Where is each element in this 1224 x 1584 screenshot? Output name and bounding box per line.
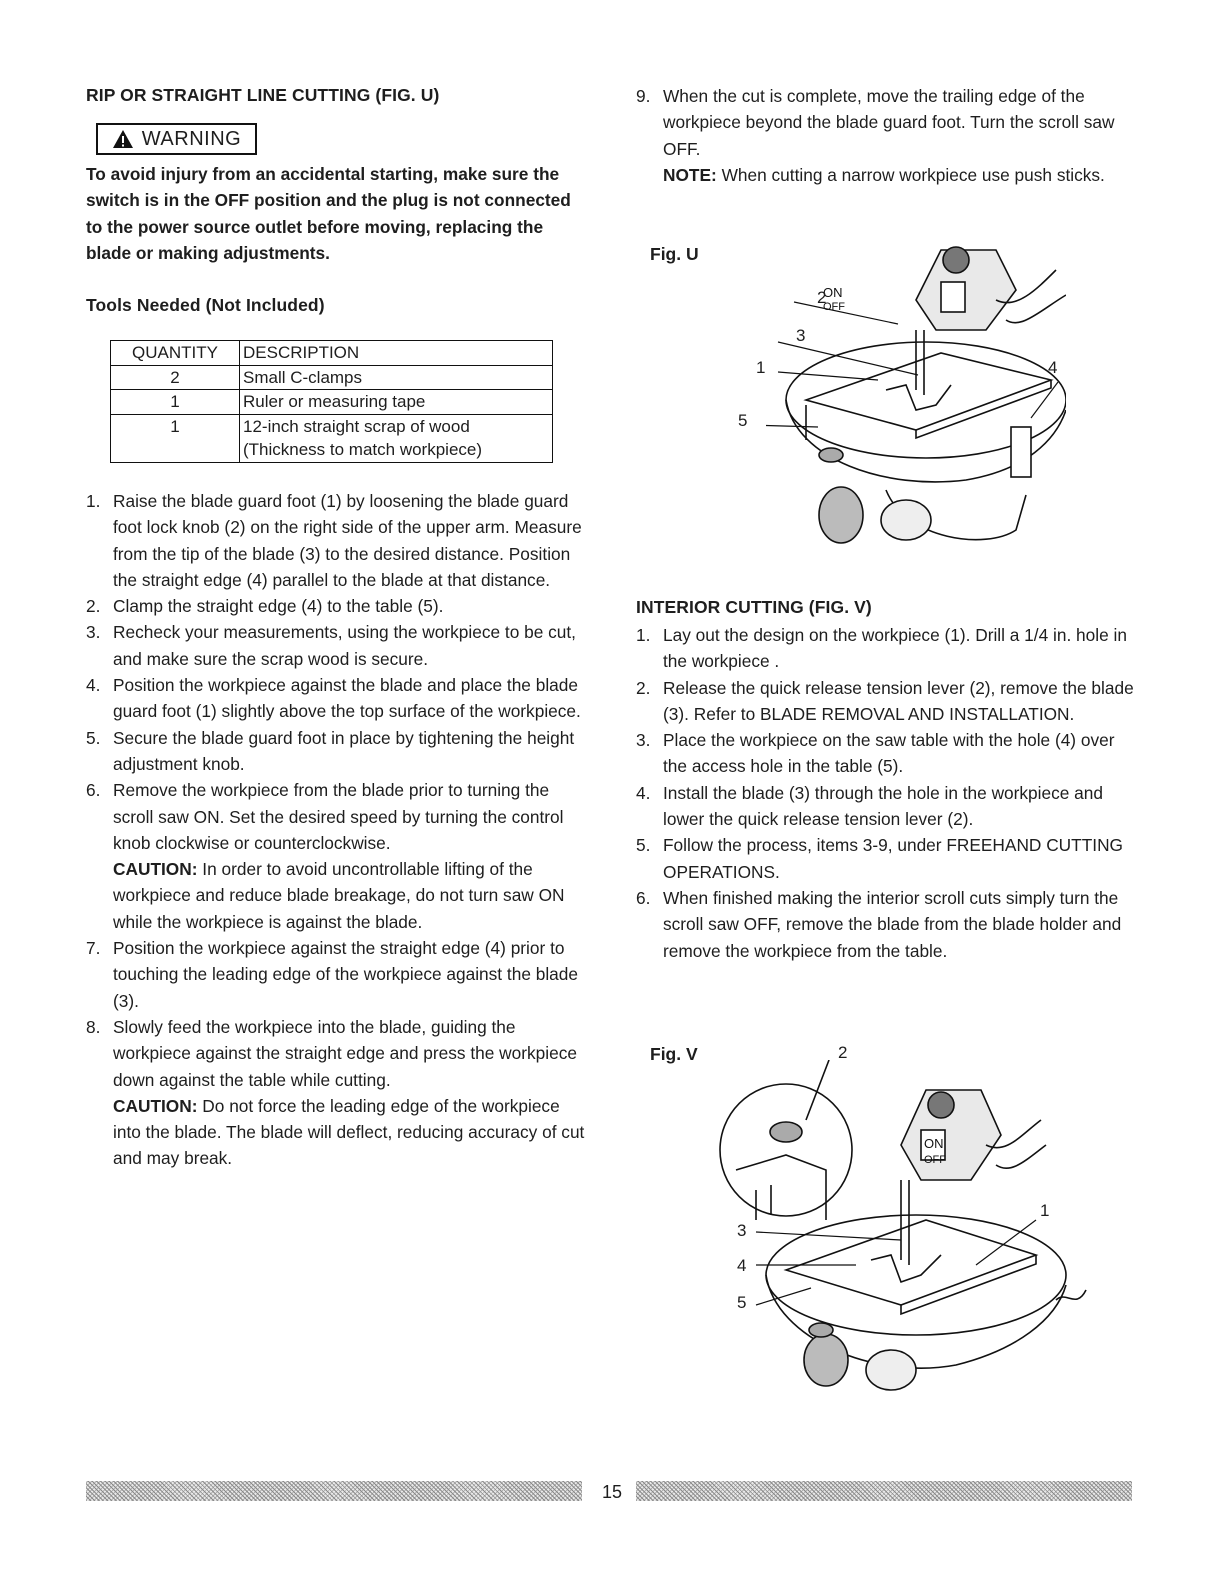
- warning-label: WARNING: [141, 127, 242, 150]
- warning-badge: [96, 123, 257, 155]
- table-cell-desc: Ruler or measuring tape: [240, 390, 553, 415]
- list-number: 4.: [86, 675, 101, 696]
- list-item: [636, 780, 1136, 833]
- figure-v-callout: 3: [737, 1221, 747, 1240]
- warning-triangle-icon: [112, 129, 134, 149]
- table-header-cell: QUANTITY: [111, 341, 240, 366]
- list-text: Release the quick release tension lever (2), remove the blade (3). Refer to BLADE REMOVAL AND INSTALLATION.: [663, 677, 1134, 724]
- figure-u-callout: 5: [738, 411, 748, 430]
- list-item: [636, 885, 1136, 964]
- footer-pattern-right: [636, 1481, 1132, 1501]
- list-number: 1.: [636, 625, 651, 645]
- caution-text: In order to avoid uncontrollable lifting of the workpiece and reduce blade breakage, do not turn saw ON while the workpiece is against the blade.: [113, 859, 565, 932]
- note-text: When cutting a narrow workpiece use push sticks.: [721, 164, 1105, 185]
- rip-cutting-steps: [86, 488, 586, 1172]
- list-item: [86, 619, 586, 672]
- table-cell-qty: 2: [111, 365, 240, 390]
- list-item: [86, 672, 586, 725]
- note-label: NOTE:: [663, 164, 717, 185]
- section-heading-interior-cutting: INTERIOR CUTTING (FIG. V): [636, 597, 872, 617]
- list-item: [86, 725, 586, 778]
- list-number: 5.: [636, 835, 651, 856]
- list-number: 6.: [636, 887, 651, 908]
- list-text: Slowly feed the workpiece into the blade, guiding the workpiece against the straight edge and press the workpiece down against the table while cutting.: [113, 1016, 577, 1090]
- table-header-cell: DESCRIPTION: [240, 341, 553, 366]
- list-item: [86, 1014, 586, 1172]
- list-number: 5.: [86, 727, 101, 748]
- list-text: Raise the blade guard foot (1) by loosening the blade guard foot lock knob (2) on the right side of the upper arm. Measure from the tip of the blade (3) to the desired distance. Position the straight edge (4) parallel to the blade at that distance.: [113, 491, 582, 590]
- table-cell-desc-line: 12-inch straight scrap of wood: [243, 416, 470, 436]
- figure-label-v: Fig. V: [650, 1044, 698, 1064]
- caution-label: CAUTION:: [113, 1095, 198, 1116]
- list-text: Install the blade (3) through the hole in the workpiece and lower the quick release tension lever (2).: [663, 782, 1103, 830]
- list-item: [636, 622, 1136, 675]
- table-cell-desc: Small C-clamps: [240, 365, 553, 390]
- footer-pattern-left: [86, 1481, 582, 1501]
- tools-table: [110, 340, 553, 463]
- list-item: [86, 935, 586, 1014]
- table-row: [111, 390, 553, 415]
- figure-u-callout: 4: [1048, 358, 1058, 377]
- figure-u-callout: 1: [756, 358, 766, 377]
- list-text: Recheck your measurements, using the workpiece to be cut, and make sure the scrap wood is secure.: [113, 622, 576, 669]
- switch-off-text: OFF: [823, 301, 845, 313]
- table-cell-desc-line: (Thickness to match workpiece): [243, 440, 483, 459]
- figure-label-u: Fig. U: [650, 244, 699, 264]
- figure-v-scroll-saw-illustration: [716, 1060, 1116, 1430]
- list-text: Place the workpiece on the saw table with the hole (4) over the access hole in the table (5).: [663, 730, 1115, 777]
- caution-text: Do not force the leading edge of the workpiece into the blade. The blade will deflect, reducing accuracy of cut and may break.: [113, 1095, 585, 1169]
- table-cell-desc: [240, 414, 553, 462]
- figure-v-callout: 4: [737, 1256, 747, 1275]
- list-item: [86, 593, 586, 619]
- rip-cutting-step-9: [636, 83, 1136, 188]
- list-item: [636, 832, 1136, 885]
- figure-u-scroll-saw-illustration: [766, 240, 1066, 555]
- list-number: 1.: [86, 491, 101, 511]
- table-row: [111, 414, 553, 462]
- figure-u-callout: 3: [796, 326, 806, 345]
- section-heading-rip-cutting: RIP OR STRAIGHT LINE CUTTING (FIG. U): [86, 85, 440, 105]
- list-text: Lay out the design on the workpiece (1). Drill a 1/4 in. hole in the workpiece .: [663, 625, 1127, 672]
- list-text: Secure the blade guard foot in place by tightening the height adjustment knob.: [113, 727, 575, 774]
- switch-off-text: OFF: [924, 1154, 946, 1166]
- table-cell-qty: 1: [111, 390, 240, 415]
- figure-u-callout: 2: [817, 288, 827, 307]
- list-text: When the cut is complete, move the trailing edge of the workpiece beyond the blade guard foot. Turn the scroll saw OFF.: [663, 86, 1115, 159]
- list-item: [636, 727, 1136, 780]
- tools-heading: Tools Needed (Not Included): [86, 295, 325, 315]
- list-item: [636, 675, 1136, 728]
- list-number: 6.: [86, 780, 101, 801]
- list-text: Follow the process, items 3-9, under FREEHAND CUTTING OPERATIONS.: [663, 835, 1123, 882]
- list-number: 4.: [636, 782, 651, 803]
- list-text: Position the workpiece against the blade and place the blade guard foot (1) slightly above the top surface of the workpiece.: [113, 675, 581, 722]
- list-text: When finished making the interior scroll cuts simply turn the scroll saw OFF, remove the blade from the blade holder and remove the workpiece from the table.: [663, 887, 1122, 961]
- interior-cutting-steps: [636, 622, 1136, 964]
- list-number: 8.: [86, 1016, 101, 1037]
- list-number: 2.: [636, 677, 651, 698]
- figure-v-callout: 2: [838, 1043, 848, 1062]
- page-number: 15: [601, 1482, 623, 1502]
- list-number: 2.: [86, 596, 101, 617]
- list-number: 9.: [636, 86, 651, 106]
- list-text: Position the workpiece against the straight edge (4) prior to touching the leading edge of the workpiece against the blade (3).: [113, 938, 579, 1011]
- table-cell-qty: 1: [111, 414, 240, 462]
- caution-label: CAUTION:: [113, 859, 198, 880]
- list-number: 3.: [86, 622, 101, 643]
- list-number: 7.: [86, 938, 101, 959]
- list-text: Clamp the straight edge (4) to the table (5).: [113, 596, 444, 617]
- list-item: [86, 777, 586, 935]
- table-row: [111, 365, 553, 390]
- list-text: Remove the workpiece from the blade prior to turning the scroll saw ON. Set the desired speed by turning the control knob clockwise or counterclockwise.: [113, 780, 564, 853]
- figure-v-callout: 1: [1040, 1201, 1050, 1220]
- switch-on-text: ON: [924, 1136, 944, 1151]
- warning-text: To avoid injury from an accidental starting, make sure the switch is in the OFF position and the plug is not connected to the power source outlet before moving, replacing the blade or making adjustments.: [86, 164, 571, 263]
- list-number: 3.: [636, 730, 651, 751]
- list-item: [86, 488, 586, 593]
- figure-v-callout: 5: [737, 1293, 747, 1312]
- table-header-row: [111, 341, 553, 366]
- list-item: [636, 83, 1136, 188]
- switch-on-text: ON: [823, 285, 843, 300]
